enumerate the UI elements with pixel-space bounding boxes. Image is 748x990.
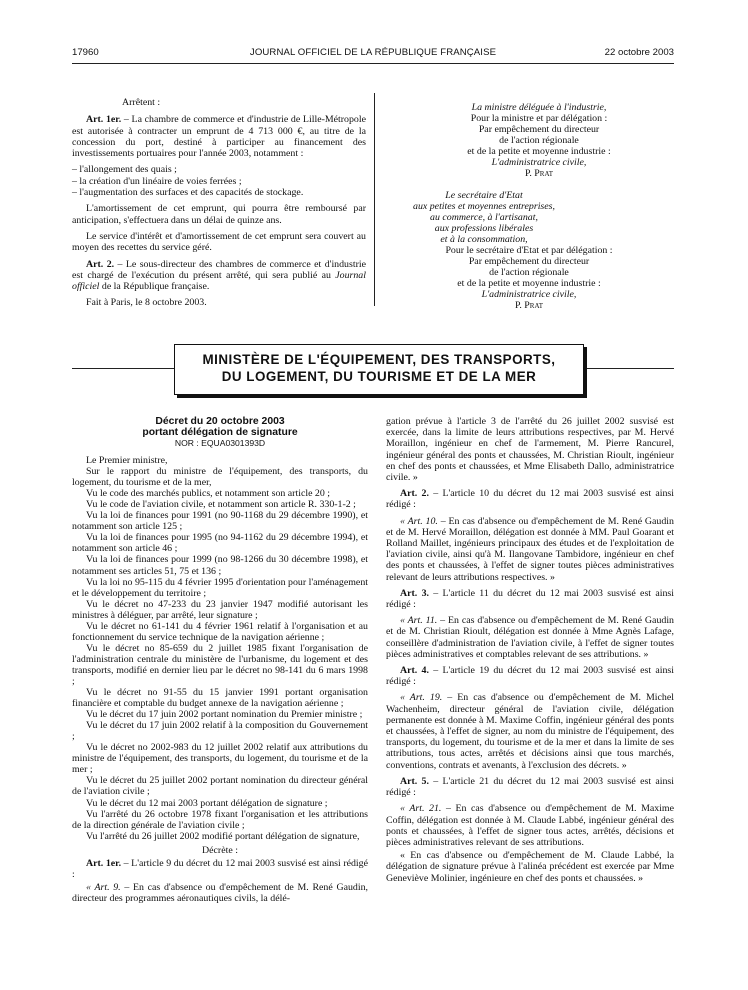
decree-title: Décret du 20 octobre 2003: [155, 416, 285, 427]
visa-paragraph: Vu la loi de finances pour 1995 (no 94-1162 du 29 décembre 1994), et notamment son article 46 ;: [72, 532, 368, 555]
article-label: Art. 3.: [400, 587, 429, 599]
arretent-label: Arrêtent :: [122, 97, 161, 108]
visa-paragraph: Vu la loi de finances pour 1999 (no 98-1266 du 30 décembre 1998), et notamment ses articles 51, 75 et 136 ;: [72, 554, 368, 577]
visa-paragraph: Vu le décret du 25 juillet 2002 portant nomination du directeur général de l'aviation civile ;: [72, 775, 368, 798]
list-item: – l'augmentation des surfaces et des capacités de stockage.: [72, 187, 304, 199]
article-text: – L'article 11 du décret du 12 mai 2003 susvisé est ainsi rédigé :: [386, 587, 674, 611]
signature-line: et de la petite et moyenne industrie :: [467, 146, 611, 157]
visa-paragraph: Vu le décret du 17 juin 2002 relatif à la composition du Gouvernement ;: [72, 720, 368, 743]
article-label: « Art. 19.: [400, 692, 443, 704]
ministry-heading: [174, 344, 584, 395]
visa-paragraph: Vu l'arrêté du 26 octobre 1978 fixant l'organisation et les attributions de la direction générale de l'aviation civile ;: [72, 808, 368, 831]
page-number: 17960: [72, 47, 99, 58]
signature-line: L'administratrice civile,: [491, 157, 587, 168]
quoted-article-21-paragraph-2: « En cas d'absence ou d'empêchement de M. Claude Labbé, la délégation de signature prévue à l'alinéa précédent est exercée par Mme Geneviève Molinier, ingénieure en chef des ponts et chaussées. »: [386, 850, 674, 884]
paragraph: L'amortissement de cet emprunt, qui pourra être remboursé par anticipation, s'effectuera dans un délai de quinze ans.: [72, 203, 366, 226]
signatory-role: et à la consommation,: [440, 234, 528, 245]
visa-paragraph: Vu le décret no 61-141 du 4 février 1961 relatif à l'organisation et au fonctionnement du service technique de la navigation aérienne ;: [72, 620, 368, 643]
signatory-role: Le secrétaire d'Etat: [445, 190, 523, 201]
signatory-role: aux petites et moyennes entreprises,: [413, 201, 555, 212]
article-label: Art. 2.: [86, 258, 115, 270]
article-label: Art. 1er.: [86, 857, 122, 869]
quoted-article-21: [386, 803, 674, 848]
article-text: – En cas d'absence ou d'empêchement de M. René Gaudin et de M. Christian Rioult, délégation est donnée à Mme Agnès Lafage, conseillère d'administration de l'aviation civile, à l'effet de signer toutes pièces administratives et comptables relevant de ses attributions. »: [386, 615, 674, 660]
article-text: – Le sous-directeur des chambres de commerce et d'industrie est chargé de l'exécution du présent arrêté, qui sera publié au: [72, 258, 366, 281]
article-label: « Art. 11.: [400, 615, 438, 627]
article-label: Art. 2.: [400, 488, 429, 500]
signature-line: Par empêchement du directeur: [478, 124, 600, 135]
article-label: « Art. 9.: [86, 881, 121, 893]
quoted-article-11: [386, 615, 674, 660]
visa-paragraph: Le Premier ministre,: [86, 455, 168, 467]
decrete-label: Décrète :: [202, 844, 238, 856]
article-text: – L'article 10 du décret du 12 mai 2003 susvisé est ainsi rédigé :: [386, 488, 674, 511]
page-header: [72, 47, 674, 61]
signature-block: [384, 190, 674, 245]
issue-date: 22 octobre 2003: [604, 47, 674, 58]
visa-paragraph: Vu le décret no 91-55 du 15 janvier 1991 portant organisation financière et comptable du budget annexe de la navigation aérienne ;: [72, 687, 368, 710]
visa-paragraph: Vu le décret no 47-233 du 23 janvier 1947 modifié autorisant les ministres à déléguer, par arrêté, leur signature ;: [72, 598, 368, 621]
article-label: Art. 5.: [400, 775, 429, 787]
visa-paragraph: Vu la loi no 95-115 du 4 février 1995 d'orientation pour l'aménagement et le développement du territoire ;: [72, 576, 368, 599]
visa-paragraph: Vu le code de l'aviation civile, et notamment son article R. 330-1-2 ;: [86, 499, 356, 511]
visa-paragraph: Vu le décret du 17 juin 2002 portant nomination du Premier ministre ;: [86, 709, 363, 721]
decree-article-3: [386, 588, 674, 610]
continued-paragraph: gation prévue à l'article 3 de l'arrêté du 26 juillet 2002 susvisé est exercée, dans la limite de leurs attributions respectives, par M. Hervé Moraillon, ingénieur en chef de l'armement, M. Pierre Rancurel, ingénieur général des ponts et chaussées, M. Christian Rioult, ingénieur en chef des ponts et chaussées, et Mme Elisabeth Dallo, administratrice civile. »: [386, 416, 674, 484]
header-rule: [72, 63, 674, 64]
signature-line: L'administratrice civile,: [481, 289, 577, 300]
decree-left-column: [72, 416, 368, 909]
signature-line: de l'action régionale: [489, 267, 569, 278]
signatory-role: La ministre déléguée à l'industrie,: [471, 102, 607, 113]
ministry-line-1: MINISTÈRE DE L'ÉQUIPEMENT, DES TRANSPORTS,: [202, 352, 556, 367]
signatory-name: P. Prat: [524, 168, 554, 179]
visas-list: [72, 455, 368, 842]
signature-line: et de la petite et moyenne industrie :: [457, 278, 601, 289]
item-list: [72, 164, 366, 198]
decree-article-2: [386, 488, 674, 510]
visa-paragraph: Vu le code des marchés publics, et notamment son article 20 ;: [86, 488, 331, 500]
paragraph: Le service d'intérêt et d'amortissement de cet emprunt sera couvert au moyen des recettes du service géré.: [72, 230, 366, 254]
list-item: – l'allongement des quais ;: [72, 164, 177, 176]
article-text: – L'article 21 du décret du 12 mai 2003 susvisé est ainsi rédigé :: [386, 775, 674, 799]
signature-line: de l'action régionale: [499, 135, 579, 146]
signature-block: [384, 102, 674, 179]
list-item: – la création d'un linéaire de voies ferrées ;: [72, 175, 242, 187]
quoted-article-10: [386, 516, 674, 583]
article-label: « Art. 21.: [400, 803, 442, 815]
quoted-article-9: [72, 882, 368, 904]
decree-right-column: [386, 416, 674, 889]
decree-article-5: [386, 776, 674, 798]
article-text: – L'article 19 du décret du 12 mai 2003 susvisé est ainsi rédigé :: [386, 665, 674, 688]
signature-line: Pour la ministre et par délégation :: [470, 113, 608, 124]
arrete-left-column: [72, 97, 366, 314]
signature-block: [384, 245, 674, 311]
article-label: « Art. 10.: [400, 515, 438, 527]
decree-article-1: [72, 858, 368, 880]
article-text: – En cas d'absence ou d'empêchement de M. Maxime Coffin, délégation est donnée à M. Claude Labbé, ingénieur général des ponts et chaussées, à l'effet de signer tous actes, arrêtés, décisions et pièces administratives relevant de ses attributions.: [386, 803, 674, 848]
visa-paragraph: Vu le décret no 2002-983 du 12 juillet 2002 relatif aux attributions du ministre de l'équipement, des transports, du logement, du tourisme et de la mer ;: [72, 742, 368, 776]
quoted-article-19: [386, 692, 674, 770]
fait-a-paris: Fait à Paris, le 8 octobre 2003.: [86, 297, 207, 309]
article-text: – La chambre de commerce et d'industrie de Lille-Métropole est autorisée à contracter un emprunt de 4 713 000 €, au titre de la concession du port, destiné à participer au financement des investissements portuaires pour l'année 2003, notamment :: [72, 114, 366, 160]
visa-paragraph: Vu le décret du 12 mai 2003 portant délégation de signature ;: [86, 797, 328, 809]
article-text: – En cas d'absence ou d'empêchement de M. René Gaudin et de M. Hervé Moraillon, délégation est donnée à MM. Paul Goarant et Rolland Maillet, ingénieurs principaux des études et de l'exploitation de l'aviation civile, ainsi qu'à M. Ilangovane Tambidore, ingénieur en chef des ponts et chaussées, à l'effet de signer toutes pièces administratives relevant de leurs attributions respectives. »: [386, 515, 674, 583]
decree-subtitle: portant délégation de signature: [142, 427, 298, 438]
journal-title: JOURNAL OFFICIEL DE LA RÉPUBLIQUE FRANÇAISE: [249, 47, 497, 58]
signature-line: Par empêchement du directeur: [468, 256, 590, 267]
signatures-column: [384, 102, 674, 311]
visa-paragraph: Sur le rapport du ministre de l'équipement, des transports, du logement, du tourisme et de la mer,: [72, 466, 368, 489]
visa-paragraph: Vu l'arrêté du 26 juillet 2002 modifié portant délégation de signature,: [86, 830, 360, 842]
signatory-role: au commerce, à l'artisanat,: [430, 212, 538, 223]
article-text: – En cas d'absence ou d'empêchement de M. Michel Wachenheim, directeur général de l'aviation civile, délégation permanente est donnée à M. Maxime Coffin, ingénieur général des ponts et chaussées, à l'effet de signer, au nom du ministre de l'équipement, des transports, du logement, du tourisme et de la mer et dans la limite de ses attributions, tous actes, arrêtés et décisions ainsi que tous marchés, conventions, contrats et avenants, à l'exclusion des décrets. »: [386, 692, 674, 771]
journal-name: Journal officiel: [72, 269, 366, 293]
article-label: Art. 4.: [400, 665, 429, 677]
nor-reference: NOR : EQUA0301393D: [174, 438, 266, 448]
article-text: – L'article 9 du décret du 12 mai 2003 susvisé est ainsi rédigé :: [72, 857, 368, 880]
column-divider: [374, 93, 375, 306]
article-text: – En cas d'absence ou d'empêchement de M. René Gaudin, directeur des programmes aéronautiques civils, la délé-: [72, 881, 368, 904]
arrete-article-1: [72, 114, 366, 159]
signature-line: Pour le secrétaire d'Etat et par délégation :: [445, 245, 613, 256]
signatory-name: P. Prat: [514, 300, 544, 311]
ministry-line-2: DU LOGEMENT, DU TOURISME ET DE LA MER: [221, 369, 537, 384]
signatory-role: aux professions libérales: [434, 223, 534, 234]
article-label: Art. 1er.: [86, 114, 122, 126]
visa-paragraph: Vu la loi de finances pour 1991 (no 90-1168 du 29 décembre 1990), et notamment son article 125 ;: [72, 510, 368, 533]
visa-paragraph: Vu le décret no 85-659 du 2 juillet 1985 fixant l'organisation de l'administration centrale du ministère de l'urbanisme, du logement et des transports, modifié en dernier lieu par le décret no 98-141 du 6 mars 1998 ;: [72, 642, 368, 687]
article-text: de la République française.: [99, 281, 210, 293]
decree-article-4: [386, 665, 674, 687]
arrete-article-2: [72, 259, 366, 293]
